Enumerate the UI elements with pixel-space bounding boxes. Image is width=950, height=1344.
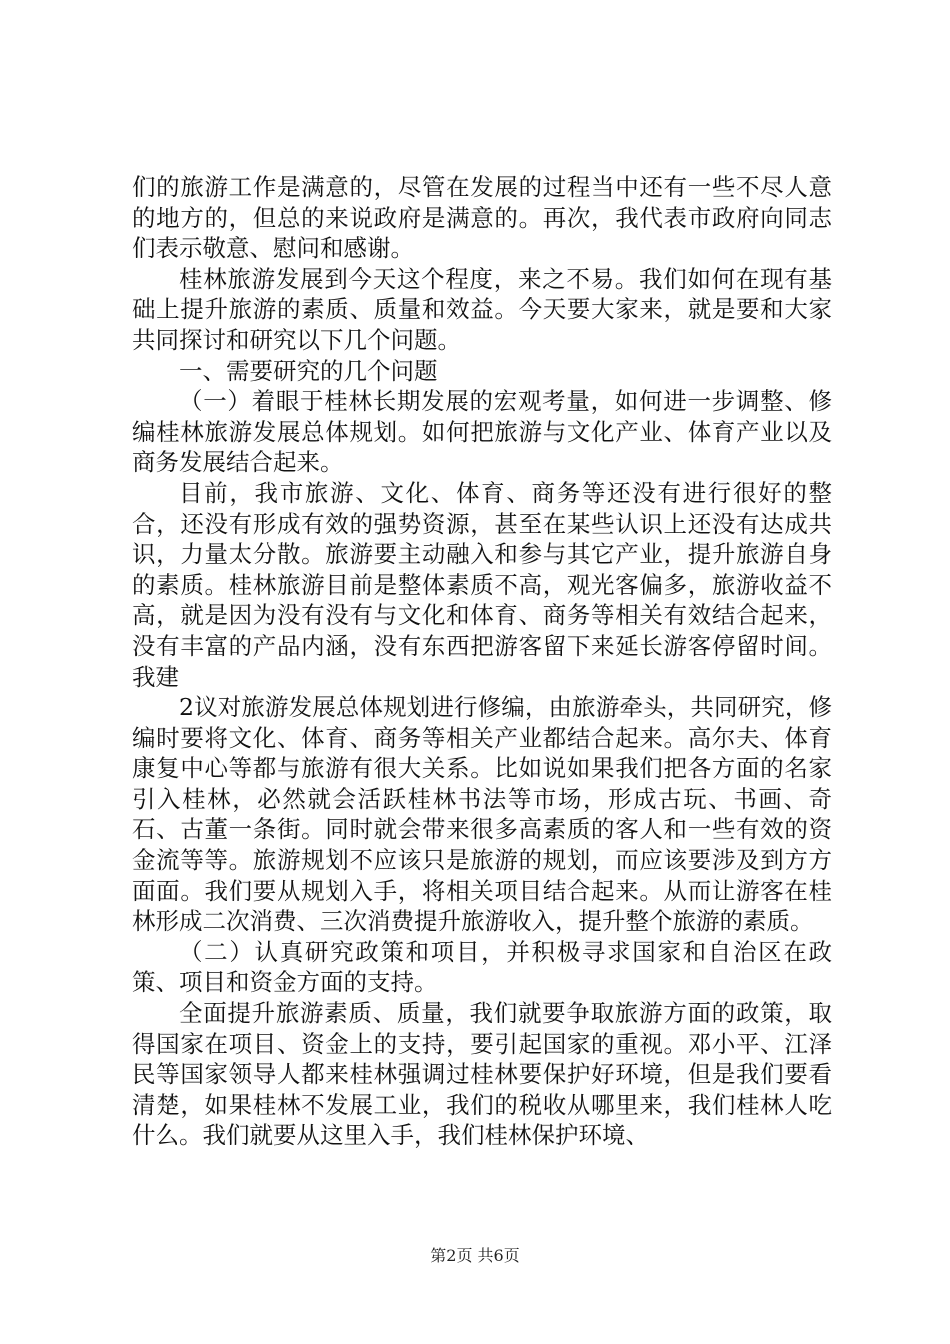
subsection-heading-2: （二）认真研究政策和项目，并积极寻求国家和自治区在政策、项目和资金方面的支持。 (132, 937, 832, 997)
page-number-label: 第2页 共6页 (430, 1246, 520, 1265)
section-heading: 一、需要研究的几个问题 (179, 356, 438, 385)
paragraph-current-situation: 目前，我市旅游、文化、体育、商务等还没有进行很好的整合，还没有形成有效的强势资源，甚至在某些认识上还没有达成共识，力量太分散。旅游要主动融入和参与其它产业，提升旅游自身的素质。桂林旅游目前是整体素质不高，观光客偏多，旅游收益不高，就是因为没有没有与文化和体育、商务等相关有效结合起来，没有丰富的产品内涵，没有东西把游客留下来延长游客停留时间。我建 (132, 478, 832, 691)
paragraph-policy-support: 全面提升旅游素质、质量，我们就要争取旅游方面的政策，取得国家在项目、资金上的支持，要引起国家的重视。邓小平、江泽民等国家领导人都来桂林强调过桂林要保护好环境，但是我们要看清楚，如果桂林不发展工业，我们的税收从哪里来，我们桂林人吃什么。我们就要从这里入手，我们桂林保护环境、 (132, 999, 832, 1150)
subsection-heading-1: （一）着眼于桂林长期发展的宏观考量，如何进一步调整、修编桂林旅游发展总体规划。如何把旅游与文化产业、体育产业以及商务发展结合起来。 (132, 387, 832, 477)
paragraph-intro: 桂林旅游发展到今天这个程度，来之不易。我们如何在现有基础上提升旅游的素质、质量和效益。今天要大家来，就是要和大家共同探讨和研究以下几个问题。 (132, 264, 832, 354)
paragraph-continuation: 们的旅游工作是满意的，尽管在发展的过程当中还有一些不尽人意的地方的，但总的来说政府是满意的。再次，我代表市政府向同志们表示敬意、慰问和感谢。 (132, 173, 832, 263)
page-footer (0, 1246, 950, 1266)
paragraph-planning-suggestion: 2议对旅游发展总体规划进行修编，由旅游牵头，共同研究，修编时要将文化、体育、商务等相关产业都结合起来。高尔夫、体育康复中心等都与旅游有很大关系。比如说如果我们把各方面的名家引入桂林，必然就会活跃桂林书法等市场，形成古玩、书画、奇石、古董一条街。同时就会带来很多高素质的客人和一些有效的资金流等等。旅游规划不应该只是旅游的规划，而应该要涉及到方方面面。我们要从规划入手，将相关项目结合起来。从而让游客在桂林形成二次消费、三次消费提升旅游收入，提升整个旅游的素质。 (132, 693, 832, 936)
document-body (132, 172, 832, 1151)
